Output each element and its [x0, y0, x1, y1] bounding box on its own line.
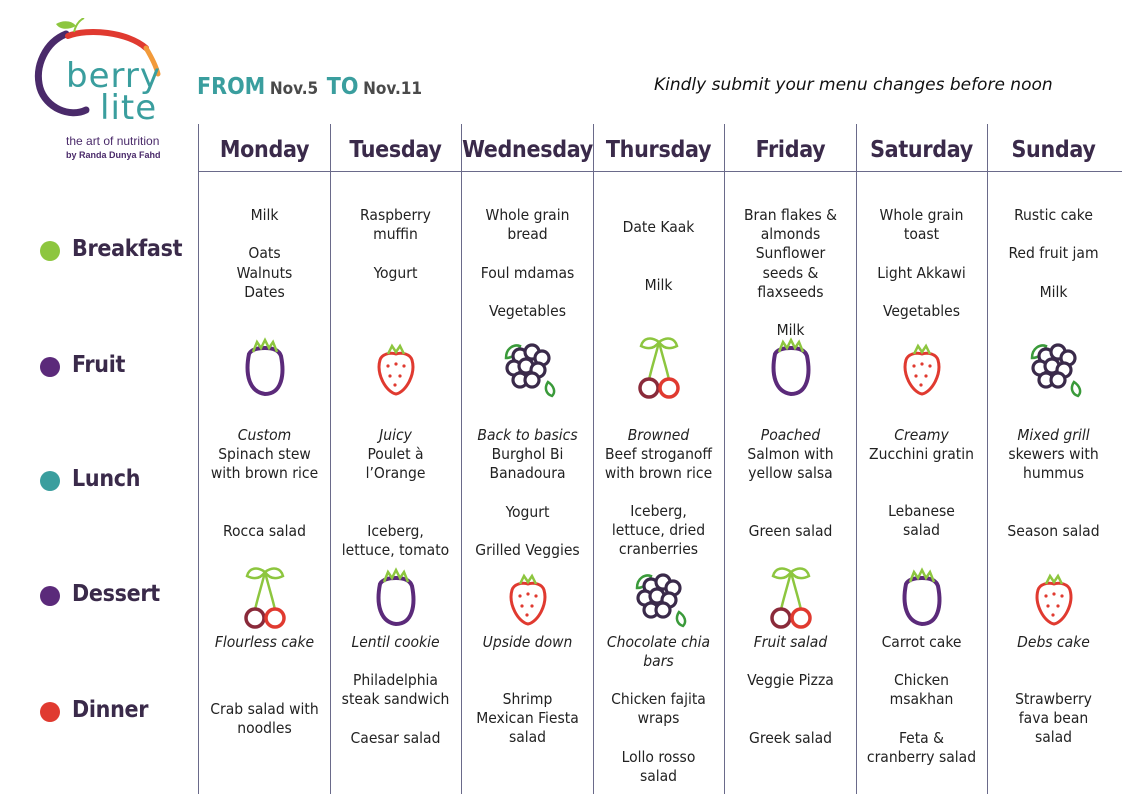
dinner-dot — [40, 702, 60, 722]
strawberry-icon — [1024, 564, 1084, 630]
breakfast-item: Milk — [250, 206, 279, 224]
dessert-item: Carrot cake — [881, 633, 962, 651]
lunch-item: Banadoura — [489, 464, 566, 483]
day-column-friday — [725, 172, 856, 794]
cherry-icon — [761, 564, 821, 630]
lunch-item: skewers with — [1008, 445, 1099, 464]
dinner-item: Feta & — [898, 728, 945, 747]
logo-word-berry: berry — [66, 56, 161, 96]
fig-icon — [366, 564, 426, 630]
breakfast-item: Bran flakes & — [743, 206, 838, 224]
dinner-item: Mexican Fiesta — [476, 709, 579, 728]
fig-icon — [235, 334, 295, 400]
lunch-side-item: salad — [902, 521, 941, 540]
meal-label: Fruit — [72, 352, 126, 378]
dinner-item: Lollo rosso — [621, 747, 696, 766]
to-label: TO — [326, 74, 359, 100]
breakfast-item: Vegetables — [883, 302, 960, 320]
date-range — [197, 74, 422, 100]
breakfast-item: Red fruit jam — [1008, 244, 1099, 263]
lunch-side-item: Lebanese — [888, 502, 955, 520]
breakfast-item: Sunflower — [755, 244, 826, 263]
lunch-item: yellow salsa — [748, 464, 833, 483]
strawberry-icon — [498, 564, 558, 630]
dinner-item: fava bean — [1018, 709, 1089, 728]
grapes-icon — [629, 564, 689, 630]
day-column-saturday — [856, 172, 987, 794]
dinner-item: Philadelphia — [353, 671, 438, 689]
day-column-tuesday — [330, 172, 461, 794]
dessert-item: Chocolate chia — [606, 633, 711, 651]
dessert-item: Fruit salad — [753, 633, 828, 651]
breakfast-item: seeds & — [762, 263, 819, 282]
breakfast-item: Raspberry — [360, 206, 431, 224]
lunch-item: Salmon with — [747, 445, 834, 464]
lunch-item: Beef stroganoff — [604, 445, 713, 464]
dinner-item: Veggie Pizza — [747, 671, 834, 689]
fruit-dot — [40, 357, 60, 377]
day-header-wednesday: Wednesday — [462, 137, 593, 163]
dinner-item: Caesar salad — [350, 728, 441, 747]
breakfast-item: Whole grain — [879, 206, 964, 224]
lunch-side-item: lettuce, tomato — [341, 541, 450, 560]
day-column-wednesday — [462, 172, 593, 794]
dinner-item: Chicken — [893, 671, 950, 689]
breakfast-item: Whole grain — [485, 206, 570, 224]
dessert-item: Flourless cake — [214, 633, 315, 651]
day-header-thursday: Thursday — [605, 137, 712, 163]
breakfast-item: Light Akkawi — [877, 263, 966, 282]
lunch-item: with brown rice — [210, 464, 319, 483]
day-column-monday — [199, 172, 330, 794]
meal-label: Dessert — [72, 581, 160, 607]
logo-word-lite: lite — [100, 88, 158, 128]
meal-label: Lunch — [72, 466, 141, 492]
day-header-friday: Friday — [755, 137, 826, 163]
to-date: Nov.11 — [363, 79, 423, 99]
breakfast-item: bread — [507, 225, 548, 244]
breakfast-item: Foul mdamas — [480, 263, 575, 282]
from-date: Nov.5 — [269, 79, 319, 99]
strawberry-icon — [892, 334, 952, 400]
dinner-item: Strawberry — [1015, 690, 1092, 708]
day-column-thursday — [593, 172, 724, 794]
lunch-side-item: Iceberg, — [367, 522, 424, 540]
day-header-tuesday: Tuesday — [349, 137, 442, 163]
lunch-item: Yogurt — [505, 502, 550, 521]
lunch-side-item: cranberries — [618, 540, 699, 559]
lunch-style: Poached — [760, 426, 821, 444]
lunch-style: Custom — [237, 426, 292, 444]
lunch-side-item: Rocca salad — [223, 522, 306, 540]
breakfast-item: flaxseeds — [757, 282, 824, 301]
breakfast-item: Oats — [248, 244, 281, 263]
lunch-side-item: lettuce, dried — [611, 521, 706, 540]
breakfast-item: Dates — [244, 282, 285, 301]
breakfast-item: muffin — [373, 225, 418, 244]
lunch-dot — [40, 471, 60, 491]
breakfast-item: Milk — [644, 275, 673, 294]
day-header-saturday: Saturday — [870, 137, 973, 163]
dinner-item: Crab salad with — [210, 700, 319, 718]
fig-icon — [892, 564, 952, 630]
lunch-side-item: Green salad — [748, 522, 833, 540]
lunch-style: Mixed grill — [1017, 426, 1090, 444]
dinner-item: salad — [508, 728, 547, 747]
lunch-item: Spinach stew — [218, 445, 311, 464]
lunch-item: Burghol Bi — [491, 445, 564, 464]
lunch-side-item: Iceberg, — [630, 502, 687, 520]
lunch-item: Grilled Veggies — [475, 541, 580, 560]
day-header-sunday: Sunday — [1011, 137, 1096, 163]
dinner-item: msakhan — [889, 690, 954, 709]
dinner-item: Shrimp — [502, 690, 553, 708]
dessert-item: Upside down — [482, 633, 573, 651]
breakfast-item: almonds — [760, 225, 821, 244]
lunch-style: Juicy — [379, 426, 412, 444]
dessert-item: Lentil cookie — [351, 633, 440, 651]
dinner-item: salad — [639, 766, 678, 785]
fig-icon — [761, 334, 821, 400]
lunch-side-item: Season salad — [1007, 522, 1100, 540]
lunch-style: Back to basics — [477, 426, 578, 444]
dessert-item: bars — [643, 652, 674, 671]
lunch-item: hummus — [1023, 464, 1084, 483]
meal-label: Dinner — [72, 697, 149, 723]
breakfast-dot — [40, 241, 60, 261]
breakfast-item: Milk — [1039, 282, 1068, 301]
dinner-item: cranberry salad — [866, 747, 977, 766]
dinner-item: Chicken fajita — [611, 690, 706, 708]
dinner-item: Greek salad — [749, 728, 832, 747]
breakfast-item: Rustic cake — [1014, 206, 1093, 224]
from-label: FROM — [197, 74, 266, 100]
lunch-style: Creamy — [894, 426, 949, 444]
breakfast-item: Milk — [776, 321, 805, 340]
cherry-icon — [629, 334, 689, 400]
day-header-monday: Monday — [219, 137, 310, 163]
dessert-item: Debs cake — [1017, 633, 1090, 651]
breakfast-item: Date Kaak — [622, 218, 695, 236]
grapes-icon — [1024, 334, 1084, 400]
brand-logo — [28, 18, 168, 168]
lunch-item: with brown rice — [604, 464, 713, 483]
lunch-style: Browned — [627, 426, 690, 444]
dinner-item: noodles — [237, 719, 292, 738]
lunch-item: l’Orange — [365, 464, 426, 483]
dinner-item: steak sandwich — [341, 690, 450, 709]
menu-change-note: Kindly submit your menu changes before noon — [654, 75, 1053, 95]
lunch-item: Poulet à — [367, 445, 424, 464]
logo-byline: by Randa Dunya Fahd — [66, 150, 161, 160]
breakfast-item: Yogurt — [373, 263, 418, 282]
cherry-icon — [235, 564, 295, 630]
breakfast-item: Vegetables — [489, 302, 566, 320]
strawberry-icon — [366, 334, 426, 400]
lunch-item: Zucchini gratin — [869, 445, 974, 464]
breakfast-item: Walnuts — [236, 263, 293, 282]
grapes-icon — [498, 334, 558, 400]
logo-tagline: the art of nutrition — [66, 134, 160, 148]
meal-label: Breakfast — [72, 236, 183, 262]
dessert-dot — [40, 586, 60, 606]
dinner-item: wraps — [637, 709, 680, 728]
breakfast-item: toast — [903, 225, 940, 244]
day-column-sunday — [988, 172, 1119, 794]
dinner-item: salad — [1034, 728, 1073, 747]
